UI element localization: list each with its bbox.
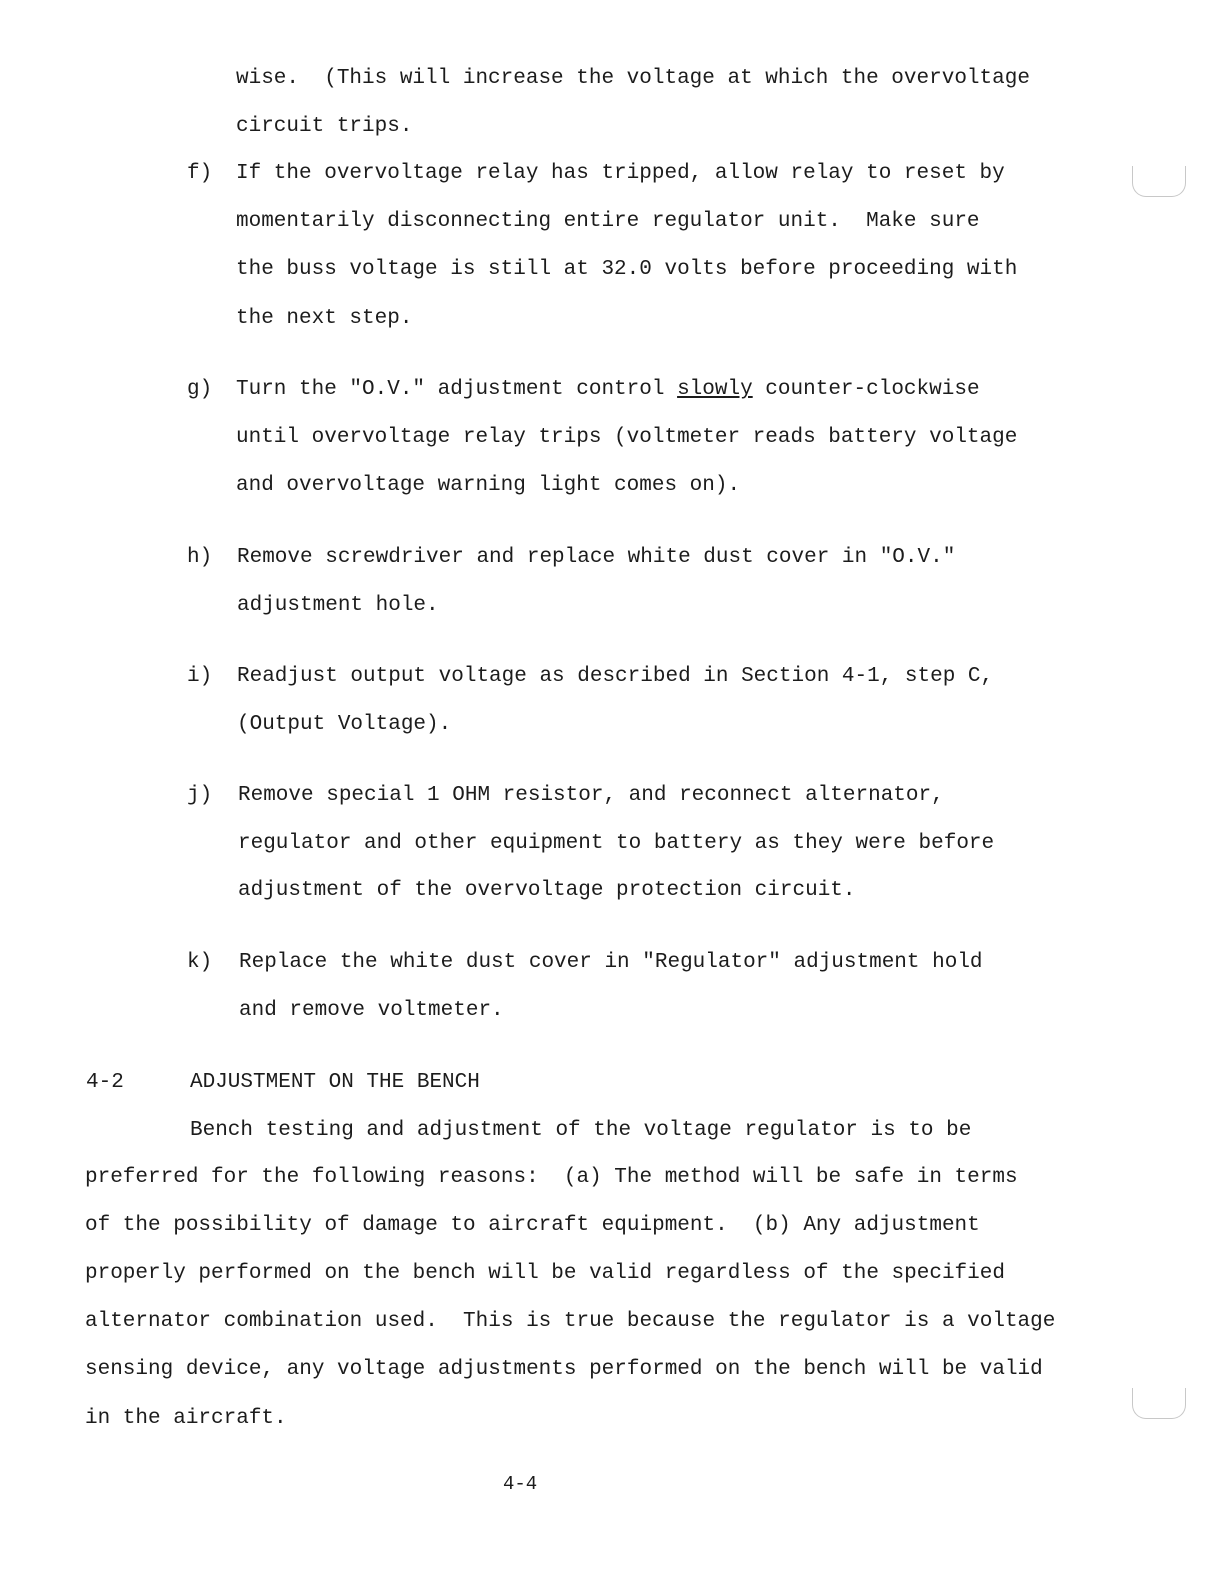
step-h-line: Remove screwdriver and replace white dust cover in "O.V." [237,546,956,569]
step-j-line: regulator and other equipment to battery as they were before [238,832,995,855]
step-g-text: Turn the "O.V." adjustment control [236,378,678,401]
step-g-line [236,378,980,402]
paragraph-line: sensing device, any voltage adjustments performed on the bench will be valid [85,1358,1043,1381]
step-g-line: until overvoltage relay trips (voltmeter reads battery voltage [236,426,1018,449]
step-g-text: counter-clockwise [752,378,980,401]
step-k-line: Replace the white dust cover in "Regulator" adjustment hold [239,951,983,974]
paragraph-line: Bench testing and adjustment of the voltage regulator is to be [190,1119,972,1142]
step-f-line: If the overvoltage relay has tripped, allow relay to reset by [236,162,1005,185]
step-g-line: and overvoltage warning light comes on). [236,474,741,497]
step-marker-j: j) [187,784,213,807]
step-j-line: Remove special 1 OHM resistor, and reconnect alternator, [238,784,944,807]
step-k-line: and remove voltmeter. [239,999,504,1022]
step-marker-k: k) [187,951,213,974]
paragraph-line: alternator combination used. This is true because the regulator is a voltage [85,1310,1056,1333]
step-h-line: adjustment hole. [237,594,439,617]
section-title: ADJUSTMENT ON THE BENCH [190,1071,480,1094]
punch-hole-mark [1132,1388,1186,1419]
step-marker-h: h) [187,546,213,569]
step-f-line: the buss voltage is still at 32.0 volts before proceeding with [236,258,1018,281]
emphasis-slowly: slowly [677,378,753,401]
punch-hole-mark [1132,166,1186,197]
step-marker-f: f) [187,162,213,185]
step-f-line: the next step. [236,307,413,330]
continuation-line: circuit trips. [236,115,413,138]
continuation-line: wise. (This will increase the voltage at which the overvoltage [236,67,1030,90]
paragraph-line: preferred for the following reasons: (a) The method will be safe in terms [85,1166,1018,1189]
paragraph-line: properly performed on the bench will be valid regardless of the specified [85,1262,1005,1285]
section-number: 4-2 [86,1071,124,1094]
page-number: 4-4 [503,1473,538,1495]
step-marker-i: i) [187,665,213,688]
step-i-line: (Output Voltage). [237,713,452,736]
step-i-line: Readjust output voltage as described in Section 4-1, step C, [237,665,994,688]
paragraph-line: of the possibility of damage to aircraft equipment. (b) Any adjustment [85,1214,980,1237]
step-marker-g: g) [187,378,213,401]
step-f-line: momentarily disconnecting entire regulator unit. Make sure [236,210,980,233]
paragraph-line: in the aircraft. [85,1407,287,1430]
step-j-line: adjustment of the overvoltage protection circuit. [238,879,856,902]
